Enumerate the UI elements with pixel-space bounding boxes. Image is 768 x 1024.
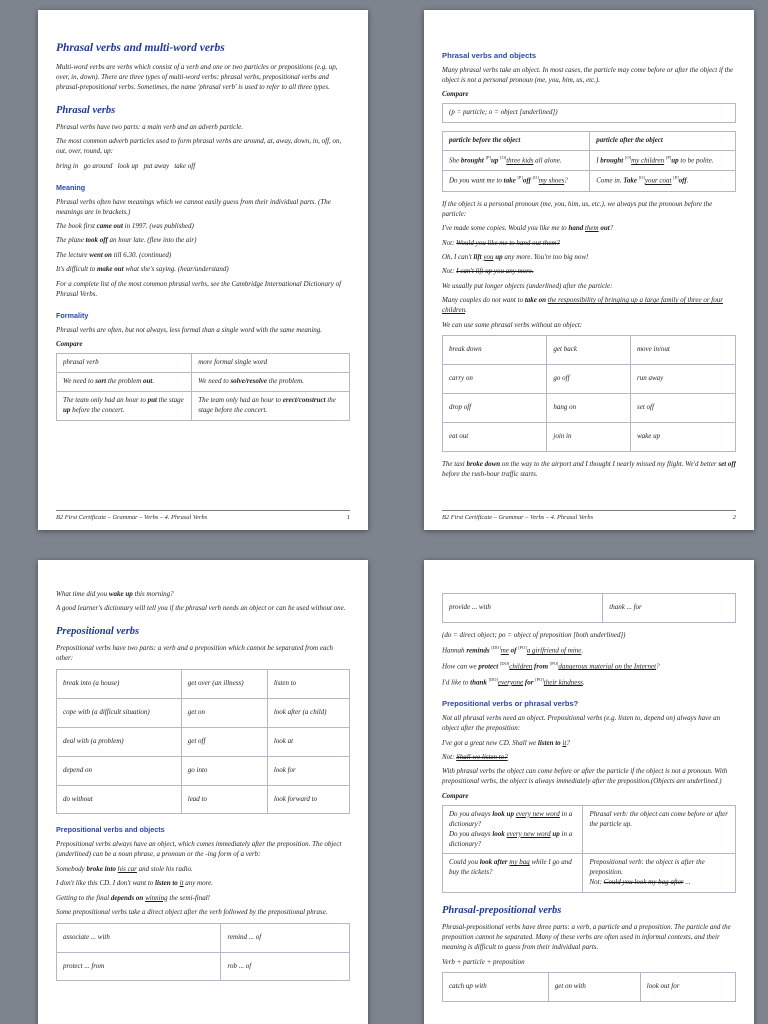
table-cell: provide ... with	[443, 594, 603, 623]
table-cell: (p = particle; o = object [underlined])	[443, 104, 736, 123]
table-cell: deal with (a problem)	[57, 727, 182, 756]
paragraph: Not all phrasal verbs need an object. Prepositional verbs (e.g. listen to, depend on) always have an object after the preposition:	[442, 714, 721, 733]
footer-text: B2 First Certificate – Grammar – Verbs – 4. Phrasal Verbs	[56, 514, 208, 521]
page-footer	[56, 510, 350, 521]
table-cell: look for	[267, 756, 349, 785]
table-cell: go off	[547, 365, 631, 394]
grammar-table	[442, 805, 736, 894]
subsection-heading: Prepositional verbs and objects	[56, 825, 165, 835]
grammar-table	[442, 335, 736, 452]
page-footer	[442, 510, 736, 521]
table-cell: Come in. Take [O]your coat [P]off.	[590, 171, 736, 191]
table-cell: We need to solve/resolve the problem.	[192, 372, 350, 391]
table-row	[57, 952, 350, 981]
paragraph: Not: Would you like me to hand out them?	[442, 238, 560, 247]
page-2	[424, 10, 754, 530]
section-heading: Phrasal-prepositional verbs	[442, 905, 562, 917]
paragraph: Multi-word verbs are verbs which consist of a verb and one or two particles or prepositions (e.g. up, over, in, down). There are three types of multi-word verbs: phrasal verbs, prepositional verbs and phrasal-prepositional verbs. Sometimes, the name 'phrasal verb' is used to refer to all three types.	[56, 63, 338, 91]
table-cell: catch up with	[443, 973, 549, 1002]
paragraph: Getting to the final depends on winning the semi-final!	[56, 893, 211, 902]
paragraph: I'd like to thank [DO]everyone for [PO]their kindness.	[442, 676, 585, 687]
table-cell: cope with (a difficult situation)	[57, 698, 182, 727]
page-1	[38, 10, 368, 530]
table-cell: Prepositional verb: the object is after the preposition. Not: Could you look my bag after ...	[583, 854, 736, 893]
table-cell: The team only had an hour to erect/construct the stage before the concert.	[192, 391, 350, 420]
paragraph: The plane took off an hour late. (flew into the air)	[56, 236, 197, 245]
table-cell: get on	[181, 698, 267, 727]
table-cell: look after (a child)	[267, 698, 349, 727]
paragraph: A good learner's dictionary will tell you if the phrasal verb needs an object or can be used without one.	[56, 604, 346, 613]
subsection-heading: Phrasal verbs and objects	[442, 51, 537, 60]
table-cell: Could you look after my bag while I go and buy the tickets?	[443, 854, 583, 893]
table-row	[57, 923, 350, 952]
table-cell: move in/out	[631, 336, 736, 365]
table-cell: get off	[181, 727, 267, 756]
table-cell: thank ... for	[603, 594, 736, 623]
subsection-heading: Prepositional verbs or phrasal verbs?	[442, 699, 579, 709]
paragraph: With phrasal verbs the object can come before or after the particle if the object is not a pronoun. With prepositional verbs, the object is always immediately after the preposition.(Objects are underlined.)	[442, 767, 728, 786]
section-heading: Phrasal verbs	[56, 104, 116, 116]
table-cell: look forward to	[267, 785, 349, 814]
paragraph: How can we protect [DO]children from [PO]dangerous material on the Internet?	[442, 661, 660, 671]
table-row	[443, 594, 736, 623]
paragraph: The most common adverb particles used to form phrasal verbs are around, at, away, down, in, off, on, out, over, round, up:	[56, 137, 342, 156]
table-cell: break down	[443, 336, 547, 365]
table-cell: Do you want me to take [P]off [O]my shoes?	[443, 171, 590, 191]
table-row	[443, 171, 736, 191]
table-cell: phrasal verb	[57, 353, 192, 372]
table-cell: set off	[631, 393, 736, 422]
paragraph: The lecture went on till 6.30. (continued)	[56, 250, 172, 259]
page-number: 2	[732, 514, 736, 521]
footer-text: B2 First Certificate – Grammar – Verbs – 4. Phrasal Verbs	[442, 514, 594, 521]
table-row	[443, 422, 736, 451]
table-row	[57, 785, 350, 814]
table-row	[57, 372, 350, 391]
document-title: Phrasal verbs and multi-word verbs	[56, 42, 225, 54]
table-cell: particle before the object	[443, 132, 590, 151]
table-row	[443, 854, 736, 893]
table-cell: I brought [O]my children [P]up to be polite.	[590, 151, 736, 171]
table-row	[57, 727, 350, 756]
paragraph: Hannah reminds [DO]me of [PO]a girlfriend of mine.	[442, 645, 584, 655]
table-cell: Do you always look up every new word in a dictionary? Do you always look every new word up in a dictionary?	[443, 805, 583, 854]
table-cell: go into	[181, 756, 267, 785]
grammar-table	[442, 972, 736, 1002]
grammar-table	[442, 593, 736, 623]
grammar-table	[56, 353, 350, 421]
table-cell: The team only had an hour to put the stage up before the concert.	[57, 391, 192, 420]
page-2-content	[442, 40, 736, 504]
table-cell: get over (an illness)	[181, 669, 267, 698]
table-cell: run away	[631, 365, 736, 394]
grammar-table	[442, 131, 736, 191]
grammar-table	[442, 103, 736, 123]
table-cell: do without	[57, 785, 182, 814]
grammar-table	[56, 923, 350, 982]
table-row	[443, 393, 736, 422]
table-row	[443, 151, 736, 171]
subsection-heading: Formality	[56, 310, 89, 320]
table-row	[443, 365, 736, 394]
paragraph: Many phrasal verbs take an object. In most cases, the particle may come before or after the object if the object is not a personal pronoun (me, you, him, us, etc.).	[442, 66, 734, 84]
table-cell: join in	[547, 422, 631, 451]
paragraph: It's difficult to make out what she's saying. (hear/understand)	[56, 265, 229, 274]
table-cell: look out for	[640, 973, 735, 1002]
table-row	[443, 104, 736, 123]
table-row	[57, 391, 350, 420]
paragraph: Somebody broke into his car and stole his radio.	[56, 864, 193, 873]
table-cell: hang on	[547, 393, 631, 422]
compare-label: Compare	[56, 340, 83, 348]
table-cell: drop off	[443, 393, 547, 422]
table-cell: She brought [P]up [O]three kids all alone.	[443, 151, 590, 171]
paragraph: I've made some copies. Would you like me to hand them out?	[442, 224, 614, 233]
table-row	[57, 353, 350, 372]
table-row	[443, 973, 736, 1002]
paragraph: Not: I can't lift up you any more.	[442, 267, 534, 276]
subsection-heading: Meaning	[56, 182, 86, 192]
paragraph: Phrasal-prepositional verbs have three parts: a verb, a particle and a preposition. The particle and the preposition cannot be separated. Many of these verbs are often used in informal contexts, and their meaning is difficult to guess from their individual parts.	[442, 923, 731, 952]
paragraph: Some prepositional verbs take a direct object after the verb followed by the prepositional phrase.	[56, 908, 328, 917]
table-cell: remind ... of	[221, 923, 350, 952]
section-heading: Prepositional verbs	[56, 626, 140, 638]
paragraph: We usually put longer objects (underlined) after the particle:	[442, 281, 613, 290]
page-3	[38, 560, 368, 1024]
paragraph: The taxi broke down on the way to the airport and I thought I nearly missed my flight. We'd better set off before the rush-hour traffic starts.	[442, 459, 736, 478]
table-cell: lead to	[181, 785, 267, 814]
page-1-content	[56, 40, 350, 504]
table-cell: depend on	[57, 756, 182, 785]
table-cell: look at	[267, 727, 349, 756]
compare-label: Compare	[442, 791, 469, 800]
paragraph: If the object is a personal pronoun (me, you, him, us, etc.), we always put the pronoun before the particle:	[442, 199, 713, 218]
paragraph: I don't like this CD. I don't want to listen to it any more.	[56, 879, 213, 888]
table-row	[443, 132, 736, 151]
table-cell: get on with	[548, 973, 640, 1002]
table-row	[57, 756, 350, 785]
page-number: 1	[346, 514, 350, 521]
table-cell: eat out	[443, 422, 547, 451]
table-cell: carry on	[443, 365, 547, 394]
paragraph: (do = direct object; po = object of preposition [both underlined])	[442, 630, 626, 639]
paragraph: For a complete list of the most common phrasal verbs, see the Cambridge International Dictionary of Phrasal Verbs.	[56, 279, 342, 298]
table-cell: get back	[547, 336, 631, 365]
table-cell: more formal single word	[192, 353, 350, 372]
compare-label: Compare	[442, 90, 469, 99]
table-cell: listen to	[267, 669, 349, 698]
paragraph: Prepositional verbs always have an object, which comes immediately after the preposition. The object (underlined) can be a noun phrase, a pronoun or the -ing form of a verb:	[56, 840, 342, 859]
paragraph: Not: Shall we listen to?	[442, 752, 508, 761]
table-row	[57, 698, 350, 727]
paragraph: bring in go around look up put away take off	[56, 161, 196, 170]
table-cell: We need to sort the problem out.	[57, 372, 192, 391]
table-cell: rob ... of	[221, 952, 350, 981]
page-4-content	[442, 590, 736, 1024]
table-cell: break into (a house)	[57, 669, 182, 698]
paragraph: Phrasal verbs often have meanings which we cannot easily guess from their individual parts. (The meanings are in brackets.)	[56, 197, 331, 216]
paragraph: Phrasal verbs are often, but not always, less formal than a single word with the same meaning.	[56, 325, 323, 334]
grammar-table	[56, 669, 350, 815]
table-cell: associate ... with	[57, 923, 221, 952]
paragraph: Many couples do not want to take on the responsibility of bringing up a large family of three or four children.	[442, 296, 723, 315]
table-cell: protect ... from	[57, 952, 221, 981]
paragraph: We can use some phrasal verbs without an object:	[442, 320, 583, 329]
page-4	[424, 560, 754, 1024]
paragraph: Verb + particle + preposition	[442, 957, 525, 966]
paragraph: The book first came out in 1997. (was published)	[56, 221, 194, 230]
table-row	[443, 336, 736, 365]
paragraph: I've got a great new CD. Shall we listen to it?	[442, 738, 570, 747]
paragraph: Prepositional verbs have two parts: a verb and a preposition which cannot be separated from each other:	[56, 644, 334, 663]
paragraph: Oh, I can't lift you up any more. You're too big now!	[442, 252, 589, 261]
table-cell: particle after the object	[590, 132, 736, 151]
paragraph: What time did you wake up this morning?	[56, 590, 174, 598]
page-3-content	[56, 590, 350, 1024]
table-cell: Phrasal verb: the object can come before or after the particle up.	[583, 805, 736, 854]
table-row	[443, 805, 736, 854]
paragraph: Phrasal verbs have two parts: a main verb and an adverb particle.	[56, 122, 244, 131]
table-cell: wake up	[631, 422, 736, 451]
table-row	[57, 669, 350, 698]
